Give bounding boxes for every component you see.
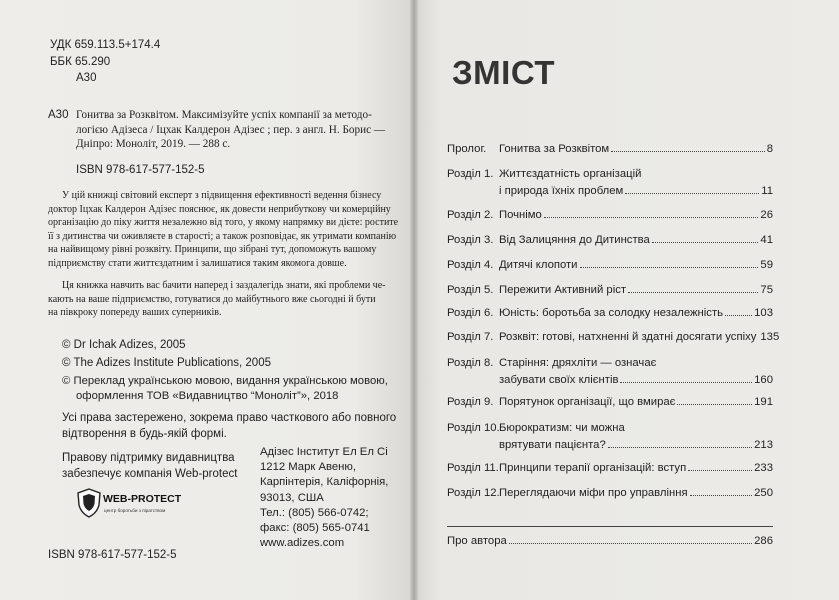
annotation-paragraph xyxy=(48,189,398,271)
address-line: Карпінтерія, Каліфорнія, xyxy=(260,476,389,489)
address-line: 93013, США xyxy=(260,491,324,504)
toc-page-number: 75 xyxy=(760,284,773,296)
toc-entry-title: Юність: боротьба за солодку незалежність xyxy=(499,307,724,319)
bbk-code: ББК 65.290 xyxy=(50,56,111,68)
toc-dot-leader xyxy=(725,315,752,316)
toc-entry xyxy=(447,306,773,323)
toc-entry-title: Від Залицяння до Дитинства xyxy=(499,234,650,246)
toc-dot-leader xyxy=(690,495,753,496)
annotation-line: У цій книжці світовий експерт з підвищення ефективності ведення бізнесу xyxy=(62,190,382,201)
udk-code: УДК 659.113.5+174.4 xyxy=(50,39,161,51)
annotation-line: Ця книжка навчить вас бачити наперед і заздалегідь знати, які проблеми че- xyxy=(62,280,386,291)
toc-entry-title: Пережити Активний ріст xyxy=(499,284,627,296)
toc-entry-title: Порятунок організації, що вмирає xyxy=(499,396,676,408)
address-line: www.adizes.com xyxy=(260,537,345,550)
toc-page-number: 160 xyxy=(754,374,773,386)
copyright-author: © Dr Ichak Adizes, 2005 xyxy=(62,339,186,351)
annotation-line: її з дитинства чи оживляєте в старості; а також розповідає, як утримати компанію xyxy=(48,230,397,242)
toc-entry xyxy=(447,421,773,455)
toc-entry-title: Бюрократизм: чи можна xyxy=(499,422,625,434)
toc-entry xyxy=(447,167,773,201)
toc-entry-title: Почнімо xyxy=(499,209,542,221)
toc-chapter-label: Розділ 11. xyxy=(447,462,499,474)
annotation-line: кають на ваше підприємство, готуватися до майбутнього вже сьогодні й бути xyxy=(48,293,376,305)
isbn-top: ISBN 978-617-577-152-5 xyxy=(76,164,205,176)
toc-dot-leader xyxy=(625,193,759,194)
toc-chapter-label: Розділ 5. xyxy=(447,284,494,296)
isbn-bottom: ISBN 978-617-577-152-5 xyxy=(48,549,177,561)
toc-entry-title: Гонитва за Розквітом xyxy=(499,143,610,155)
toc-dot-leader xyxy=(611,151,765,152)
annotation-line: підприємству стати життєздатним і залишатися таким якомога довше. xyxy=(48,257,347,269)
rights-notice xyxy=(62,410,396,442)
copyright-translation xyxy=(62,374,388,404)
author-mark: А30 xyxy=(76,72,97,84)
toc-entry-title: забувати своїх клієнтів xyxy=(499,374,619,386)
address-line: 1212 Марк Авеню, xyxy=(260,461,356,474)
toc-dot-leader xyxy=(544,217,759,218)
toc-entry xyxy=(447,283,773,300)
toc-entry-title: і природа їхніх проблем xyxy=(499,185,624,197)
institute-address xyxy=(260,445,388,551)
address-line: Адізес Інститут Ел Ел Сі xyxy=(260,446,388,458)
toc-page-number: 191 xyxy=(754,396,773,408)
toc-chapter-label: Розділ 3. xyxy=(447,234,494,246)
catalog-line: Гонитва за Розквітом. Максимізуйте успіх компанії за методо- xyxy=(76,109,372,121)
address-line: факс: (805) 565-0741 xyxy=(260,522,370,535)
toc-entry-title: Розквіт: готові, натхненні й здатні досягати успіху xyxy=(499,331,757,343)
toc-page-number: 103 xyxy=(754,307,773,319)
web-protect-logo xyxy=(75,487,182,519)
toc-entry-title: Переглядаючи міфи про управління xyxy=(499,487,688,499)
left-page xyxy=(0,0,414,600)
copyright-line: оформлення ТОВ «Видавництво “Моноліт”», 2018 xyxy=(76,390,339,402)
toc-entry-title: Життєздатність організацій xyxy=(499,168,642,180)
toc-entry xyxy=(447,258,773,275)
toc-dot-leader xyxy=(688,470,752,471)
toc-chapter-label: Розділ 10. xyxy=(447,422,500,434)
toc-about-author xyxy=(447,534,773,548)
annotation-paragraph-2 xyxy=(48,279,385,320)
toc-entry xyxy=(447,486,773,503)
toc-entry-title: Дитячі клопоти xyxy=(499,259,578,271)
toc-dot-leader xyxy=(608,447,752,448)
toc-page-number: 26 xyxy=(760,209,773,221)
legal-line: забезпечує компанія Web-protect xyxy=(62,468,238,480)
logo-wordmark: WEB-PROTECT xyxy=(103,493,182,505)
toc-dot-leader xyxy=(620,382,752,383)
annotation-line: на півкроку попереду ваших суперників. xyxy=(48,307,222,319)
catalog-code: А30 xyxy=(48,109,69,121)
toc-entry xyxy=(447,142,773,159)
rights-line: відтворення в будь-якій формі. xyxy=(62,428,227,440)
toc-dot-leader xyxy=(628,292,758,293)
toc-chapter-label: Розділ 9. xyxy=(447,396,494,408)
toc-chapter-label: Розділ 2. xyxy=(447,209,494,221)
toc-page-number: 8 xyxy=(766,143,773,155)
toc-dot-leader xyxy=(677,404,752,405)
toc-chapter-label: Пролог. xyxy=(447,143,487,155)
toc-page-number: 41 xyxy=(760,234,773,246)
toc-chapter-label: Розділ 6. xyxy=(447,307,494,319)
toc-chapter-label: Розділ 8. xyxy=(447,357,494,369)
annotation-line: на найвищому рівні розквіту. Принципи, що зібрані тут, допоможуть вашому xyxy=(48,244,377,256)
toc-entry-title: Про автора xyxy=(447,535,507,547)
toc-page-number: 233 xyxy=(754,462,773,474)
toc-chapter-label: Розділ 12. xyxy=(447,487,500,499)
toc-page-number: 135 xyxy=(760,331,780,343)
toc-page-number: 250 xyxy=(754,487,773,499)
page-title: ЗМІСТ xyxy=(452,54,555,91)
toc-chapter-label: Розділ 4. xyxy=(447,259,494,271)
toc-page-number: 286 xyxy=(754,535,773,547)
copyright-institute: © The Adizes Institute Publications, 2005 xyxy=(62,357,271,369)
toc-entry xyxy=(447,233,773,250)
toc-page-number: 59 xyxy=(760,259,773,271)
legal-support xyxy=(62,450,237,482)
toc-dot-leader xyxy=(580,267,759,268)
web-protect-shield-icon xyxy=(75,487,182,519)
book-gutter xyxy=(410,0,418,600)
toc-dot-leader xyxy=(509,543,752,544)
toc-entry xyxy=(447,330,780,347)
catalog-line: логією Адізеса / Іцхак Калдерон Адізес ; пер. з англ. Н. Борис — xyxy=(76,123,386,136)
toc-chapter-label: Розділ 7. xyxy=(447,331,494,343)
logo-tagline: центр боротьби з піратством xyxy=(104,508,166,513)
toc-entry xyxy=(447,208,773,225)
toc-entry xyxy=(447,356,773,390)
legal-line: Правову підтримку видавництва xyxy=(62,452,235,464)
annotation-line: доктор Іцхак Калдерон Адізес пояснює, як довести неприбуткову чи комерційну xyxy=(48,203,391,215)
copyright-line: © Переклад українською мовою, видання українською мовою, xyxy=(62,375,388,387)
address-line: Тел.: (805) 566-0742; xyxy=(260,506,369,519)
toc-entry-title: Принципи терапії організацій: вступ xyxy=(499,462,687,474)
toc-entry xyxy=(447,395,773,412)
toc-entry xyxy=(447,461,773,478)
annotation-line: організацію до піку життя незалежно від того, у якому напрямку ви дієте: ростите xyxy=(48,217,399,229)
toc-page-number: 213 xyxy=(754,439,773,451)
catalog-entry xyxy=(76,108,385,152)
divider-line xyxy=(447,526,773,527)
toc-chapter-label: Розділ 1. xyxy=(447,168,494,180)
toc-entry-title: врятувати пацієнта? xyxy=(499,439,606,451)
rights-line: Усі права застережено, зокрема право часткового або повного xyxy=(62,412,397,424)
catalog-line: Дніпро: Моноліт, 2019. — 288 с. xyxy=(76,138,231,150)
toc-page-number: 11 xyxy=(761,185,773,197)
toc-dot-leader xyxy=(652,242,759,243)
toc-entry-title: Старіння: дряхліти — означає xyxy=(499,357,657,369)
